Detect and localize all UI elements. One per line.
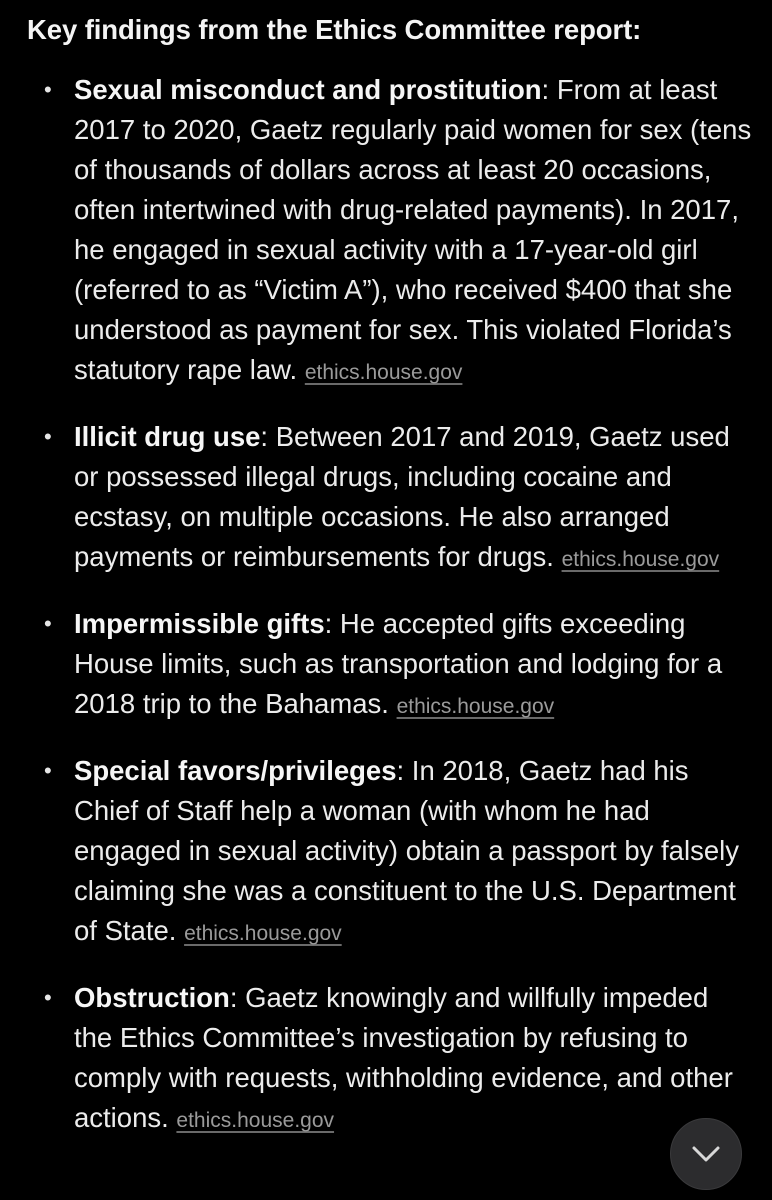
- chevron-down-icon: [691, 1145, 721, 1163]
- bullet-icon: •: [44, 758, 52, 783]
- finding-text: : He accepted gifts exceeding House limits, such as transportation and lodging for a 2018 trip to the Bahamas.: [74, 608, 723, 719]
- finding-item: [0, 70, 772, 393]
- source-link[interactable]: ethics.house.gov: [304, 361, 463, 384]
- source-link[interactable]: ethics.house.gov: [396, 695, 555, 718]
- finding-item: [0, 978, 772, 1141]
- finding-text: : In 2018, Gaetz had his Chief of Staff help a woman (with whom he had engaged in sexual activity) obtain a passport by falsely claiming she was a constituent to the U.S. Department of State.: [74, 755, 739, 946]
- source-link[interactable]: ethics.house.gov: [176, 1109, 335, 1132]
- finding-item: [0, 417, 772, 580]
- finding-term: Sexual misconduct and prostitution: [74, 74, 542, 105]
- finding-term: Obstruction: [74, 982, 230, 1013]
- finding-item: [0, 751, 772, 954]
- source-link[interactable]: ethics.house.gov: [561, 548, 720, 571]
- finding-term: Special favors/privileges: [74, 755, 397, 786]
- findings-list: [0, 70, 772, 1165]
- bullet-icon: •: [44, 985, 52, 1010]
- finding-term: Illicit drug use: [74, 421, 261, 452]
- scroll-to-bottom-button[interactable]: [670, 1118, 742, 1190]
- finding-text: : Between 2017 and 2019, Gaetz used or possessed illegal drugs, including cocaine and ecstasy, on multiple occasions. He also arranged payments or reimbursements for drugs.: [74, 421, 730, 572]
- source-link[interactable]: ethics.house.gov: [184, 922, 342, 945]
- bullet-icon: •: [44, 77, 52, 102]
- finding-item: [0, 604, 772, 727]
- finding-text: : From at least 2017 to 2020, Gaetz regularly paid women for sex (tens of thousands of dollars across at least 20 occasions, often intertwined with drug-related payments). In 2017, he engaged in sexual activity with a 17-year-old girl (referred to as “Victim A”), who received $400 that she understood as payment for sex. This violated Florida’s statutory rape law.: [74, 74, 752, 385]
- response-heading: Key findings from the Ethics Committee report:: [27, 14, 642, 45]
- finding-text: : Gaetz knowingly and willfully impeded the Ethics Committee’s investigation by refusing to comply with requests, withholding evidence, and other actions.: [74, 982, 733, 1133]
- bullet-icon: •: [44, 424, 52, 449]
- finding-term: Impermissible gifts: [74, 608, 325, 639]
- bullet-icon: •: [44, 611, 52, 636]
